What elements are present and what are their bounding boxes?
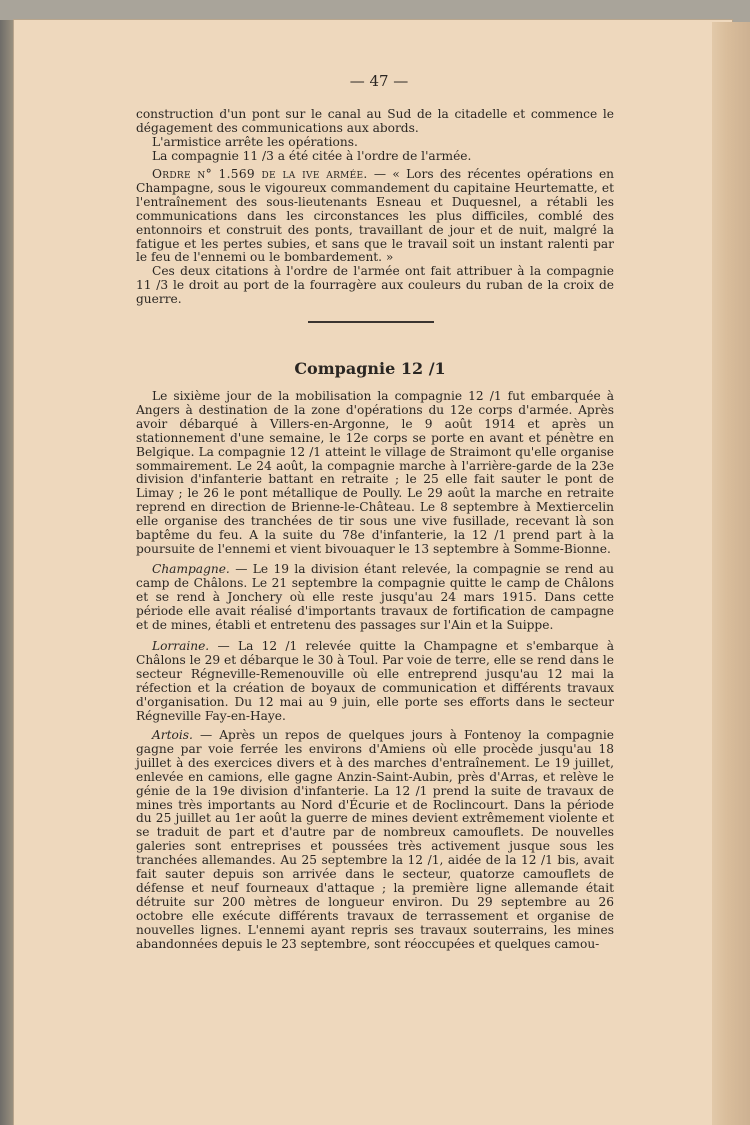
section-paragraph <box>136 729 614 952</box>
citation-paragraph <box>136 168 614 265</box>
citation-block <box>136 168 614 307</box>
citation-text: — « Lors des récentes opérations en Champagne, sous le vigoureux commandement du capitaine Heurtematte, et l'entraînement des sous-lieutenants Esneau et Duquesnel, a rétabli les communications dans les circonstances les plus difficiles, comblé des entonnoirs et construit des ponts, travaillant de jour et de nuit, malgré la fatigue et les pertes subies, et sans que le travail soit un instant ralenti par le feu de l'ennemi ou le bombardement. » <box>136 167 615 265</box>
section-title: Compagnie 12 /1 <box>294 359 446 378</box>
intro-block <box>136 390 614 557</box>
page-number: — 47 — <box>349 72 409 90</box>
paragraph: construction d'un pont sur le canal au Sud de la citadelle et commence le dégagement des communications aux abords. <box>136 107 614 135</box>
champagne-block <box>136 563 614 633</box>
section-body: — Après un repos de quelques jours à Fontenoy la compagnie gagne par voie ferrée les environs d'Amiens où elle procède jusqu'au 18 juillet à des exercices divers et à des marches d'entraînement. Le 19 juillet, enlevée en camions, elle gagne Anzin-Saint-Aubin, près d'Arras, et relève le génie de la 19e division d'infanterie. La 12 /1 prend la suite de travaux de mines très importants au Nord d'Écurie et de Roclincourt. Dans la période du 25 juillet au 1er août la guerre de mines devient extrêmement violente et se traduit de part et d'autre par de nombreux camouflets. De nouvelles galeries sont entreprises et poussées très activement jusque sous les tranchées allemandes. Au 25 septembre la 12 /1, aidée de la 12 /1 bis, avait fait sauter depuis son arrivée dans le secteur, quatorze camouflets de défense et neuf fourneaux d'attaque ; la première ligne allemande était détruite sur 200 mètres de longueur environ. Du 29 septembre au 26 octobre elle exécute différents travaux de terrassement et organise de nouvelles lignes. L'ennemi ayant repris ses travaux souterrains, les mines abandonnées depuis le 23 septembre, sont réoccupées et quelques camou- <box>136 728 614 951</box>
lorraine-block <box>136 640 614 723</box>
section-label: Champagne. <box>152 562 230 576</box>
page-edge <box>712 22 750 1125</box>
section-label: Artois. <box>152 728 193 742</box>
top-paragraphs <box>136 108 614 164</box>
section-label: Lorraine. <box>152 639 210 653</box>
section-paragraph <box>136 640 614 723</box>
paragraph: L'armistice arrête les opérations. <box>152 134 358 149</box>
intro-paragraph: Le sixième jour de la mobilisation la compagnie 12 /1 fut embarquée à Angers à destination de la zone d'opérations du 12e corps d'armée. Après avoir débarqué à Villers-en-Argonne, le 9 août 1914 et après un stationnement d'une semaine, le 12e corps se porte en avant et pénètre en Belgique. La compagnie 12 /1 atteint le village de Straimont qu'elle organise sommairement. Le 24 août, la compagnie marche à l'arrière-garde de la 23e division d'infanterie battant en retraite ; le 25 elle fait sauter le pont de Limay ; le 26 le pont métallique de Poully. Le 29 août la marche en retraite reprend en direction de Brienne-le-Château. Le 8 septembre à Mextiercelin elle organise des tranchées de tir sous une vive fusillade, recevant là son baptême du feu. A la suite du 78e d'infanterie, la 12 /1 prend part à la poursuite de l'ennemi et vient bivouaquer le 13 septembre à Somme-Bionne. <box>136 389 614 556</box>
citation-followup: Ces deux citations à l'ordre de l'armée ont fait attribuer à la compagnie 11 /3 le droit au port de la fourragère aux couleurs du ruban de la croix de guerre. <box>136 264 614 307</box>
section-body: — La 12 /1 relevée quitte la Champagne et s'embarque à Châlons le 29 et débarque le 30 à Toul. Par voie de terre, elle se rend dans le secteur Régneville-Remenouville où elle entreprend jusqu'au 12 mai la réfection et la création de boyaux de communication et différents travaux d'organisation. Du 12 mai au 9 juin, elle porte ses efforts dans le secteur Régneville Fay-en-Haye. <box>136 639 614 723</box>
citation-label: Ordre n° 1.569 de la ive armée. <box>152 167 368 181</box>
section-paragraph <box>136 563 614 633</box>
paragraph: La compagnie 11 /3 a été citée à l'ordre de l'armée. <box>152 148 472 163</box>
artois-block <box>136 729 614 952</box>
section-body: — Le 19 la division étant relevée, la compagnie se rend au camp de Châlons. Le 21 septembre la compagnie quitte le camp de Châlons et se rend à Jonchery où elle reste jusqu'au 24 mars 1915. Dans cette période elle avait réalisé d'importants travaux de fortification de campagne et de mines, établi et entretenu des passages sur l'Ain et la Suippe. <box>136 562 614 632</box>
section-divider <box>308 321 434 323</box>
